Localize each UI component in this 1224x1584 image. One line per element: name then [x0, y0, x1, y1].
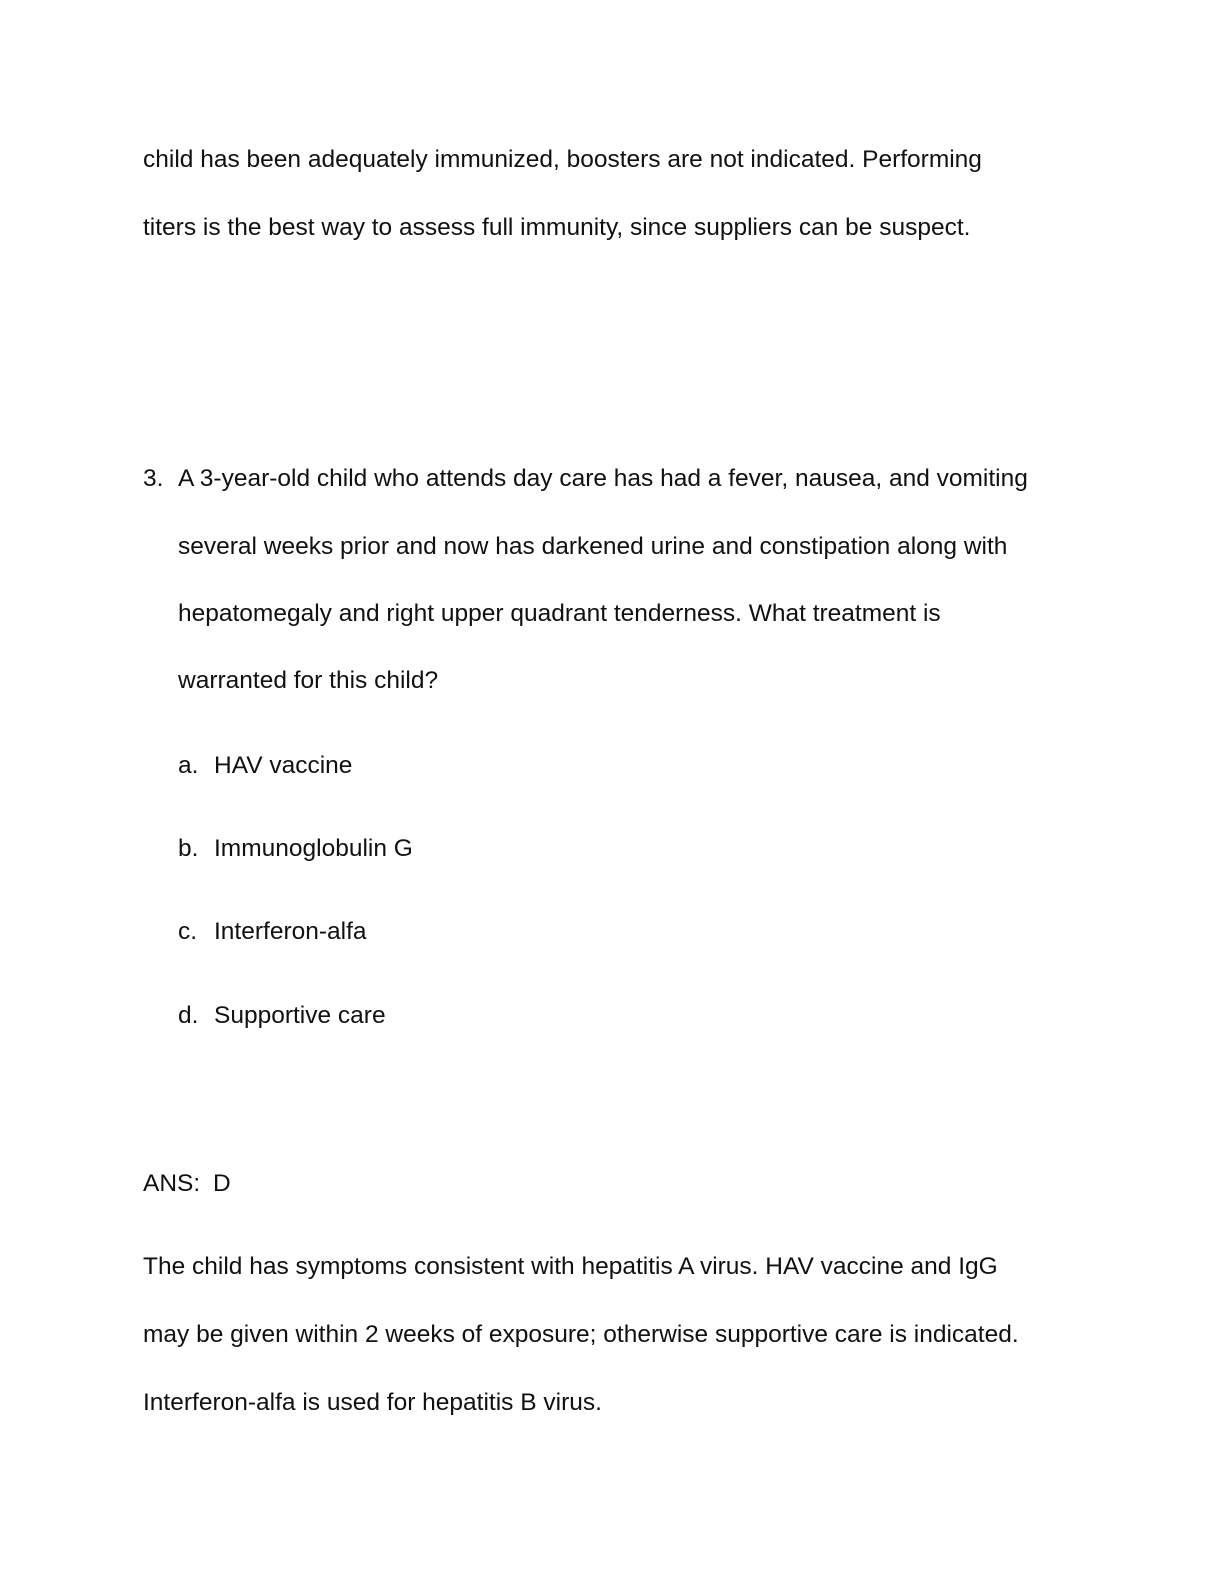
option-letter: a.: [178, 752, 199, 779]
option-text: Supportive care: [214, 1002, 386, 1029]
rationale-line: may be given within 2 weeks of exposure; otherwise supportive care is indicated.: [143, 1321, 1019, 1348]
rationale-line: Interferon-alfa is used for hepatitis B virus.: [143, 1389, 602, 1416]
question-stem-line: A 3-year-old child who attends day care has had a fever, nausea, and vomiting: [178, 465, 1028, 492]
option-text: HAV vaccine: [214, 752, 353, 779]
option-text: Immunoglobulin G: [214, 835, 413, 862]
text-line: titers is the best way to assess full immunity, since suppliers can be suspect.: [143, 214, 971, 241]
option-letter: d.: [178, 1002, 199, 1029]
answer-value: D: [213, 1170, 231, 1197]
option-text: Interferon-alfa: [214, 918, 367, 945]
option-letter: c.: [178, 918, 198, 945]
option-letter: b.: [178, 835, 199, 862]
text-line: child has been adequately immunized, boosters are not indicated. Performing: [143, 146, 982, 173]
question-stem-line: warranted for this child?: [178, 667, 439, 694]
question-stem-line: hepatomegaly and right upper quadrant tenderness. What treatment is: [178, 600, 941, 627]
question-stem-line: several weeks prior and now has darkened urine and constipation along with: [178, 533, 1008, 560]
rationale-line: The child has symptoms consistent with hepatitis A virus. HAV vaccine and IgG: [143, 1253, 998, 1280]
question-number: 3.: [143, 465, 164, 492]
answer-label: ANS:: [143, 1170, 201, 1197]
